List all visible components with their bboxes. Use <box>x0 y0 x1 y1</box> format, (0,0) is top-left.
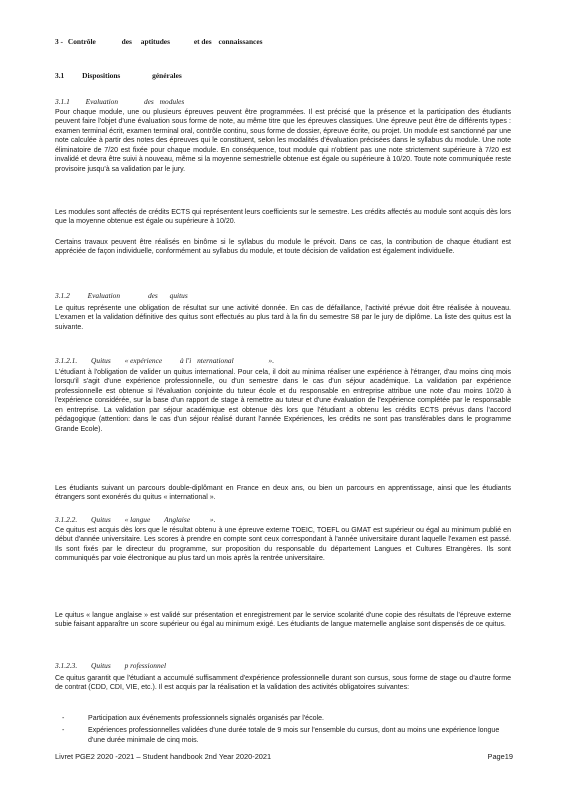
section-3-1-1-heading: 3.1.1 Evaluation des modules <box>55 97 185 106</box>
list-item: - Expériences professionnelles validées d'une durée totale de 9 mois sur l'ensemble du cursus, dont au moins une expérience longue d'une durée minimale de cinq mois. <box>55 726 511 745</box>
paragraph-english-scores: Ce quitus est acquis dès lors que le résultat obtenu à une épreuve externe TOEIC, TOEFL ou GMAT est supérieur ou égal au minimum publié en début d'année universitaire. Les scores à prendre en compte sont ceux correspondant à l'année universitaire durant laquelle l'examen est passé. Ils sont fixés par le directeur du programme, sur proposition du responsable du département Langues et Cultures Etrangères. Ils sont communiqués par voie électronique au plus tard un mois après la rentrée universitaire. <box>55 527 511 563</box>
paragraph-quitus-intro: Le quitus représente une obligation de résultat sur une activité donnée. En cas de défaillance, l'activité prévue doit être réalisée à nouveau. L'examen et la validation définitive des quitus sont effectués au plus tard à la fin du semestre S8 par le jury de diplôme. La liste des quitus est la suivante. <box>55 305 511 331</box>
paragraph-binome: Certains travaux peuvent être réalisés en binôme si le syllabus du module le prévoit. Dans ce cas, la contribution de chaque étudiant est appréciée de façon individuelle, conformément au syllabus du module, et toute décision de validation est également individuelle. <box>55 239 511 256</box>
list-item: - Participation aux événements professionnels signalés organisés par l'école. <box>55 714 511 723</box>
page-footer <box>55 752 513 761</box>
section-3-1-2-heading: 3.1.2 Evaluation des quitus <box>55 291 188 300</box>
section-3-1-2-1-heading: 3.1.2.1. Quitus « expérience à l'i nternational ». <box>55 356 275 365</box>
section-3-1-2-2-heading: 3.1.2.2. Quitus « langue Anglaise ». <box>55 515 216 524</box>
section-3-1-2-3-heading: 3.1.2.3. Quitus p rofessionnel <box>55 661 167 670</box>
paragraph-english-validation: Le quitus « langue anglaise » est validé sur présentation et enregistrement par le service scolarité d'une copie des résultats de l'épreuve externe subie faisant apparaître un score supérieur ou égal au minimum exigé. Les étudiants de langue maternelle anglaise sont dispensés de ce quitus. <box>55 612 511 629</box>
paragraph-module-evaluation: Pour chaque module, une ou plusieurs épreuves peuvent être programmées. Il est précisé que la présence et la participation des étudiants peuvent faire l'objet d'une évaluation sous forme de note, au même titre que les épreuves classiques. Une épreuve peut être de différents types : examen terminal écrit, examen terminal oral, contrôle continu, sous forme de dossier, épreuve écrite, ou projet. Un module est sanctionné par une note calculée à partir des notes des épreuves qui le constituent, selon les modalités d'évaluation précisées dans le syllabus du module. Une note éliminatoire de 7/20 est fixée pour chaque module. En conséquence, tout module qui n'obtient pas une note strictement supérieure à 7/20 est invalidé et devra être suivi à nouveau, même si la moyenne semestrielle obtenue est égale ou supérieure à 10/20. Toute note communiquée reste provisoire jusqu'à sa validation par le jury. <box>55 109 511 173</box>
obligatory-activities-list <box>55 714 511 748</box>
paragraph-quitus-professionnel: Ce quitus garantit que l'étudiant a accumulé suffisamment d'expérience professionnelle durant son cursus, sous forme de stage ou d'autre forme de contrat (CDD, CDI, VIE, etc.). Il est acquis par la réalisation et la validation des activités obligatoires suivantes: <box>55 675 511 692</box>
paragraph-international-exemption: Les étudiants suivant un parcours double-diplômant en France en deux ans, ou bien un parcours en apprentissage, ainsi que les étudiants étrangers sont exonérés du quitus « international ». <box>55 485 511 502</box>
footer-handbook-title: Livret PGE2 2020 -2021 – Student handbook 2nd Year 2020-2021 <box>55 752 272 761</box>
section-3-1-heading: 3.1 Dispositions générales <box>55 71 182 80</box>
footer-page-number: Page19 <box>487 752 513 761</box>
paragraph-quitus-international: L'étudiant à l'obligation de valider un quitus international. Pour cela, il doit au minima réaliser une expérience à l'étranger, d'au moins cinq mois lorsqu'il s'agit d'une expérience professionnelle, ou d'un semestre dans le cas d'un séjour académique. La validation par expérience professionnelle est obtenue si l'évaluation conjointe du tuteur école et du responsable en entreprise attribue une note d'au moins 10/20 à l'expérience considérée, sur la base d'un rapport de stage à remettre au tuteur et d'une évaluation de l'expérience complétée par le responsable en entreprise. La validation par séjour académique est obtenue dès lors que l'étudiant a obtenu les crédits ECTS prévus dans l'accord pédagogique (attention: dans le cas d'un séjour réalisé durant l'année Expériences, les crédits ne sont pas transférables dans le programme Grande Ecole). <box>55 369 511 433</box>
paragraph-ects-credits: Les modules sont affectés de crédits ECTS qui représentent leurs coefficients sur le semestre. Les crédits affectés au module sont acquis dès lors que la moyenne obtenue est égale ou supérieure à 10/20. <box>55 209 511 226</box>
section-3-heading: 3 - Contrôle des aptitudes et des connaissances <box>55 37 263 46</box>
